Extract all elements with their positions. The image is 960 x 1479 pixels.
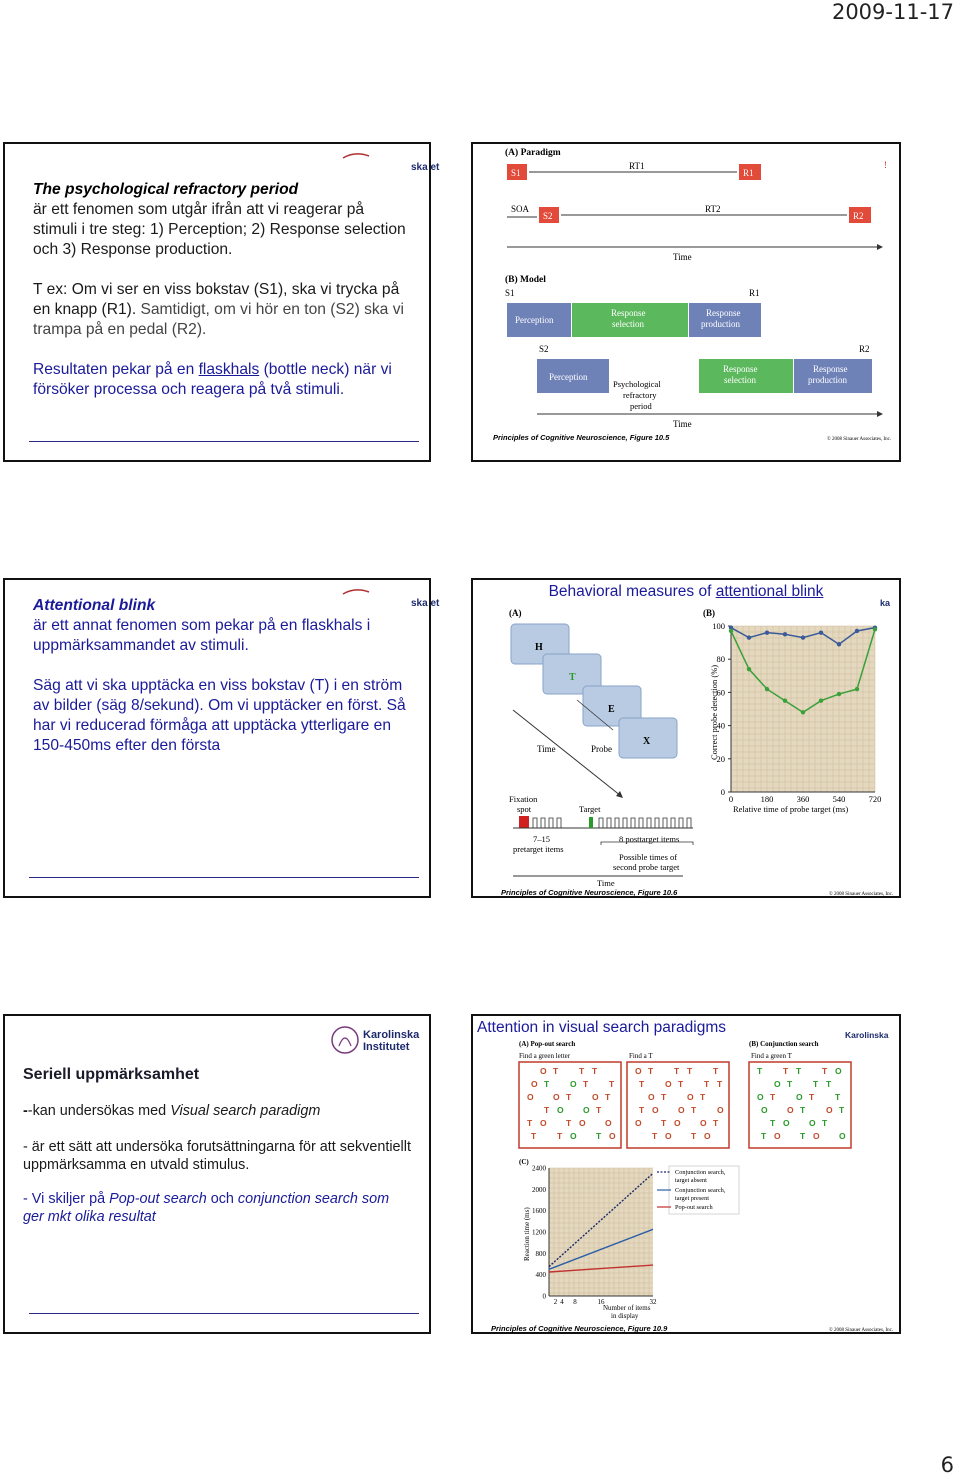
search-item: O [665,1079,672,1089]
search-item: O [583,1105,590,1115]
svg-text:Karolinska: Karolinska [363,1029,420,1041]
svg-text:target present: target present [675,1195,709,1202]
paragraph: är ett annat fenomen som pekar på en flaskhals i uppmärksammandet av stimuli. [33,617,371,654]
search-item: O [813,1131,820,1141]
svg-text:Find a T: Find a T [629,1052,653,1060]
data-point [801,710,805,714]
x-tick-label: 540 [832,794,846,804]
figure-10-6 [471,578,901,898]
svg-text:© 2008 Sinauer Associates, Inc: © 2008 Sinauer Associates, Inc. [829,892,894,897]
search-item: O [592,1092,599,1102]
svg-text:Time: Time [597,878,615,888]
search-item: T [822,1066,828,1076]
search-item: O [678,1105,685,1115]
search-item: O [774,1079,781,1089]
search-item: T [605,1092,611,1102]
svg-text:Institutet: Institutet [363,1041,410,1053]
svg-text:spot: spot [517,804,532,814]
svg-text:selection: selection [724,375,756,385]
search-item: O [605,1118,612,1128]
svg-text:R2: R2 [859,344,870,354]
svg-text:RT1: RT1 [629,161,645,171]
search-item: O [652,1105,659,1115]
x-tick-label: 2 [553,1298,558,1306]
search-item: T [757,1066,763,1076]
svg-text:ska et: ska et [411,598,440,609]
search-item: T [661,1092,667,1102]
slide-prp-text [3,142,440,462]
svg-text:(A) Paradigm: (A) Paradigm [505,148,561,158]
svg-text:(B): (B) [703,608,715,618]
search-item: T [770,1118,776,1128]
svg-text:Find a green letter: Find a green letter [519,1052,571,1060]
search-item: O [717,1105,724,1115]
svg-text:X: X [643,736,651,747]
y-tick-label: 0 [542,1292,546,1301]
search-item: T [639,1079,645,1089]
svg-text:S2: S2 [539,344,549,354]
svg-text:second probe target: second probe target [613,862,680,872]
svg-text:Target: Target [579,804,601,814]
search-item: T [652,1131,658,1141]
search-item: T [704,1079,710,1089]
search-item: T [544,1079,550,1089]
svg-text:S2: S2 [543,211,553,221]
svg-text:Response: Response [723,364,758,374]
slide-attentional-blink-text [3,578,440,898]
attentional-blink-chart [712,621,881,804]
visual-search-figure [473,1016,899,1332]
footer-rule [29,1313,419,1314]
x-tick-label: 8 [573,1298,577,1306]
svg-text:!: ! [884,160,887,170]
svg-text:Principles of Cognitive Neuros: Principles of Cognitive Neuroscience, Figure 10.5 [493,433,670,442]
svg-text:(A): (A) [509,608,522,618]
svg-text:Perception: Perception [515,315,554,325]
y-tick-label: 0 [720,787,725,797]
y-tick-label: 1200 [532,1228,546,1237]
svg-text:(C): (C) [519,1158,529,1166]
search-item: T [839,1105,845,1115]
search-item: O [527,1092,534,1102]
svg-text:Find a green T: Find a green T [751,1052,792,1060]
search-item: O [635,1066,642,1076]
search-item: T [761,1131,767,1141]
x-tick-label: 360 [796,794,810,804]
search-item: O [839,1131,846,1141]
search-item: O [665,1131,672,1141]
search-item: T [787,1079,793,1089]
search-item: O [540,1118,547,1128]
search-item: O [609,1131,616,1141]
search-item: T [553,1066,559,1076]
slide-title: Attentional blink [33,597,156,614]
search-item: O [835,1066,842,1076]
svg-text:R1: R1 [743,168,754,178]
search-item: T [609,1079,615,1089]
y-tick-label: 40 [716,720,725,731]
data-point [783,632,787,636]
footer-rule [29,441,419,442]
svg-text:Psychological: Psychological [613,379,661,389]
y-tick-label: 60 [716,687,725,698]
svg-text:8 posttarget items: 8 posttarget items [619,834,680,844]
karolinska-logo [331,1022,421,1063]
svg-text:S1: S1 [511,168,521,178]
search-item: T [809,1092,815,1102]
svg-text:R1: R1 [749,288,760,298]
search-item: T [678,1079,684,1089]
svg-text:production: production [808,375,847,385]
svg-text:Fixation: Fixation [509,794,538,804]
svg-text:ka: ka [880,598,891,608]
search-item: T [544,1105,550,1115]
prp-diagram [473,144,899,460]
search-item: O [757,1092,764,1102]
svg-text:refractory: refractory [623,390,657,400]
svg-text:Reaction time (ms): Reaction time (ms) [523,1207,531,1261]
data-point [855,629,859,633]
reaction-time-chart [532,1165,657,1307]
search-item: T [639,1105,645,1115]
chart-plot-area [549,1168,653,1296]
paragraph: - är ett sätt att undersöka forutsättningarna för att sekventiellt uppmärksamma en utvald stimulus. [23,1139,411,1173]
search-item: O [704,1131,711,1141]
data-point [819,699,823,703]
figure-title: Behavioral measures of attentional blink [548,583,824,600]
data-point [747,635,751,639]
data-point [855,687,859,691]
svg-text:production: production [701,319,740,329]
search-item: O [826,1105,833,1115]
search-item: O [635,1118,642,1128]
data-point [873,627,877,631]
y-tick-label: 800 [535,1249,546,1258]
svg-text:T: T [569,672,576,683]
svg-text:S1: S1 [505,288,515,298]
svg-text:Principles of Cognitive Neuros: Principles of Cognitive Neuroscience, Figure 10.6 [501,888,678,897]
search-item: T [826,1079,832,1089]
svg-text:Correct probe detection (%): Correct probe detection (%) [709,664,719,760]
figure-10-9 [471,1014,901,1334]
search-item: T [813,1079,819,1089]
paragraph: --kan undersökas med Visual search paradigm [23,1103,321,1119]
svg-text:period: period [630,401,652,411]
search-item: O [674,1118,681,1128]
search-item: O [570,1079,577,1089]
data-point [801,635,805,639]
search-item: T [783,1066,789,1076]
svg-text:in display: in display [611,1312,639,1320]
svg-text:Response: Response [706,308,741,318]
search-item: T [687,1066,693,1076]
svg-text:Probe: Probe [591,744,612,754]
svg-text:pretarget items: pretarget items [513,844,564,854]
search-item: O [557,1105,564,1115]
search-item: O [687,1092,694,1102]
data-point [837,642,841,646]
paragraph: är ett fenomen som utgår ifrån att vi reagerar på stimuli i tre steg: 1) Perception; 2) Response selection och 3) Response production. [33,201,406,258]
svg-text:R2: R2 [853,211,864,221]
svg-text:Karolinska: Karolinska [845,1030,889,1040]
x-tick-label: 0 [728,794,734,804]
page-number: 6 [940,1453,954,1477]
x-tick-label: 4 [560,1298,564,1306]
search-item: T [691,1131,697,1141]
search-item: T [592,1066,598,1076]
svg-text:Time: Time [537,744,556,754]
y-tick-label: 1600 [532,1207,546,1216]
slide-seriell-text [3,1014,431,1334]
svg-text:© 2008 Sinauer Associates, Inc: © 2008 Sinauer Associates, Inc. [827,437,892,442]
search-item: T [579,1066,585,1076]
svg-text:RT2: RT2 [705,204,721,214]
y-tick-label: 2000 [532,1185,546,1194]
search-item: T [648,1066,654,1076]
y-tick-label: 400 [535,1271,546,1280]
data-point [747,667,751,671]
search-item: O [783,1118,790,1128]
search-item: T [527,1118,533,1128]
search-item: T [661,1118,667,1128]
svg-text:(A) Pop-out search: (A) Pop-out search [519,1040,576,1048]
svg-text:SOA: SOA [511,204,530,214]
search-item: T [800,1105,806,1115]
x-tick-label: 180 [760,794,774,804]
search-item: T [583,1079,589,1089]
search-item: O [761,1105,768,1115]
data-point [729,629,733,633]
paragraph: Resultaten pekar på en flaskhals (bottle neck) när vi försöker processa och reagera på två stimuli. [33,361,392,398]
flaskhals-link[interactable]: flaskhals [198,361,260,378]
svg-text:Number of items: Number of items [603,1304,651,1312]
search-item: T [531,1131,537,1141]
search-item: O [796,1092,803,1102]
search-item: O [700,1118,707,1128]
search-item: T [596,1131,602,1141]
search-item: T [713,1066,719,1076]
svg-text:Time: Time [673,252,692,262]
search-item: O [531,1079,538,1089]
svg-text:Response: Response [813,364,848,374]
svg-text:(B) Conjunction search: (B) Conjunction search [749,1040,819,1048]
data-point [765,687,769,691]
svg-text:Pop-out search: Pop-out search [675,1204,713,1211]
search-item: O [540,1066,547,1076]
search-item: T [691,1105,697,1115]
search-item: T [566,1092,572,1102]
data-point [819,630,823,634]
search-item: T [566,1118,572,1128]
data-point [765,630,769,634]
search-item: T [713,1118,719,1128]
search-item: T [674,1066,680,1076]
y-tick-label: 2400 [532,1164,546,1173]
search-item: T [796,1066,802,1076]
search-item: O [553,1092,560,1102]
svg-text:H: H [535,642,543,653]
svg-text:© 2008 Sinauer Associates, Inc: © 2008 Sinauer Associates, Inc. [829,1328,894,1333]
search-item: T [717,1079,723,1089]
paragraph: Säg att vi ska upptäcka en viss bokstav (T) i en ström av bilder (säg 8/sekund). Om vi upptäcker en först. Så har vi reducerad förmåga att upptäcka ytterligare en 150-450ms efter den första [33,677,406,754]
search-item: O [774,1131,781,1141]
figure-title: Attention in visual search paradigms [477,1019,726,1036]
figure-10-5 [471,142,901,462]
svg-text:Conjunction search,: Conjunction search, [675,1169,726,1176]
slide-title: Seriell uppmärksamhet [23,1066,200,1083]
data-point [783,699,787,703]
search-item: T [822,1118,828,1128]
svg-text:ska et: ska et [411,162,440,173]
x-tick-label: 720 [868,794,882,804]
paragraph: T ex: Om vi ser en viss bokstav (S1), ska vi trycka på en knapp (R1). Samtidigt, om vi hör en ton (S2) ska vi trampa på en pedal (R2). [33,281,404,338]
y-tick-label: 20 [716,753,725,764]
y-tick-label: 100 [712,621,725,631]
y-tick-label: 80 [716,654,725,665]
svg-text:Relative time of probe target: Relative time of probe target (ms) [733,804,849,814]
search-item: O [809,1118,816,1128]
search-item: T [700,1092,706,1102]
search-item: T [835,1092,841,1102]
search-item: T [557,1131,563,1141]
search-item: T [770,1092,776,1102]
page-date: 2009-11-17 [831,0,954,24]
svg-text:Possible times of: Possible times of [619,852,678,862]
x-tick-label: 32 [649,1298,657,1306]
svg-text:Conjunction search,: Conjunction search, [675,1187,726,1194]
search-item: O [579,1118,586,1128]
data-point [837,692,841,696]
search-item: O [648,1092,655,1102]
svg-text:Response: Response [611,308,646,318]
footer-rule [29,877,419,878]
svg-text:Time: Time [673,419,692,429]
search-item: T [800,1131,806,1141]
search-item: O [787,1105,794,1115]
svg-text:target absent: target absent [675,1177,707,1184]
svg-text:7–15: 7–15 [533,834,550,844]
attentional-blink-figure [473,580,899,896]
slide-title: The psychological refractory period [33,181,299,198]
search-item: O [570,1131,577,1141]
search-item: T [596,1105,602,1115]
svg-text:E: E [608,704,615,715]
paragraph: - Vi skiljer på Pop-out search och conjunction search som ger mkt olika resultat [23,1191,390,1225]
svg-text:(B) Model: (B) Model [505,275,546,285]
svg-text:Perception: Perception [549,372,588,382]
x-tick-label: 16 [597,1298,605,1306]
svg-text:selection: selection [612,319,644,329]
svg-text:Principles of Cognitive Neuros: Principles of Cognitive Neuroscience, Figure 10.9 [491,1324,668,1333]
